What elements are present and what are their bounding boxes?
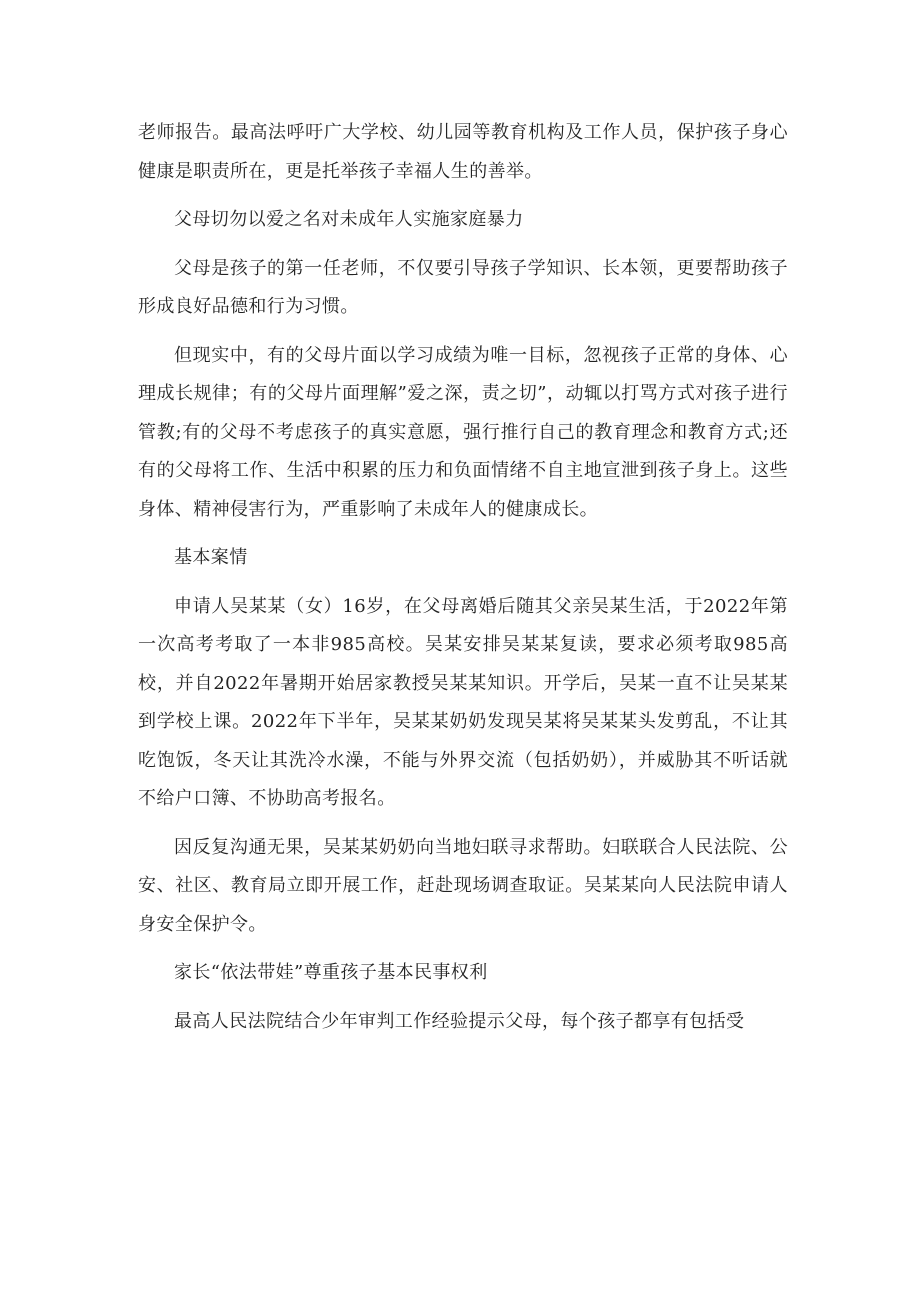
paragraph-4: 申请人吴某某（女）16岁，在父母离婚后随其父亲吴某生活，于2022年第一次高考考取了一本非985高校。吴某安排吴某某复读，要求必须考取985高校，并自2022年暑期开始居家教授吴某某知识。开学后，吴某一直不让吴某某到学校上课。2022年下半年，吴某某奶奶发现吴某将吴某某头发剪乱，不让其吃饱饭，冬天让其洗冷水澡，不能与外界交流（包括奶奶），并威胁其不听话就不给户口簿、不协助高考报名。 [138,595,788,809]
section-heading-domestic-violence: 父母切勿以爱之名对未成年人实施家庭暴力 [174,209,524,230]
paragraph-3: 但现实中，有的父母片面以学习成绩为唯一目标，忽视孩子正常的身体、心理成长规律；有的父母片面理解”爱之深，责之切”，动辄以打骂方式对孩子进行管教;有的父母不考虑孩子的真实意愿，强行推行自己的教育理念和教育方式;还有的父母将工作、生活中积累的压力和负面情绪不自主地宣泄到孩子身上。这些身体、精神侵害行为，严重影响了未成年人的健康成长。 [138,344,788,520]
paragraph-1: 老师报告。最高法呼吁广大学校、幼儿园等教育机构及工作人员，保护孩子身心健康是职责所在，更是托举孩子幸福人生的善举。 [138,122,788,182]
section-heading-case-facts: 基本案情 [174,547,248,568]
paragraph-6: 最高人民法院结合少年审判工作经验提示父母，每个孩子都享有包括受 [174,1010,745,1032]
paragraph-2: 父母是孩子的第一任老师，不仅要引导孩子学知识、长本领，更要帮助孩子形成良好品德和行为习惯。 [138,257,788,317]
paragraph-5: 因反复沟通无果，吴某某奶奶向当地妇联寻求帮助。妇联联合人民法院、公安、社区、教育局立即开展工作，赶赴现场调查取证。吴某某向人民法院申请人身安全保护令。 [138,836,788,935]
section-heading-parent-law: 家长“依法带娃”尊重孩子基本民事权利 [174,962,488,983]
document-page [138,114,788,1051]
